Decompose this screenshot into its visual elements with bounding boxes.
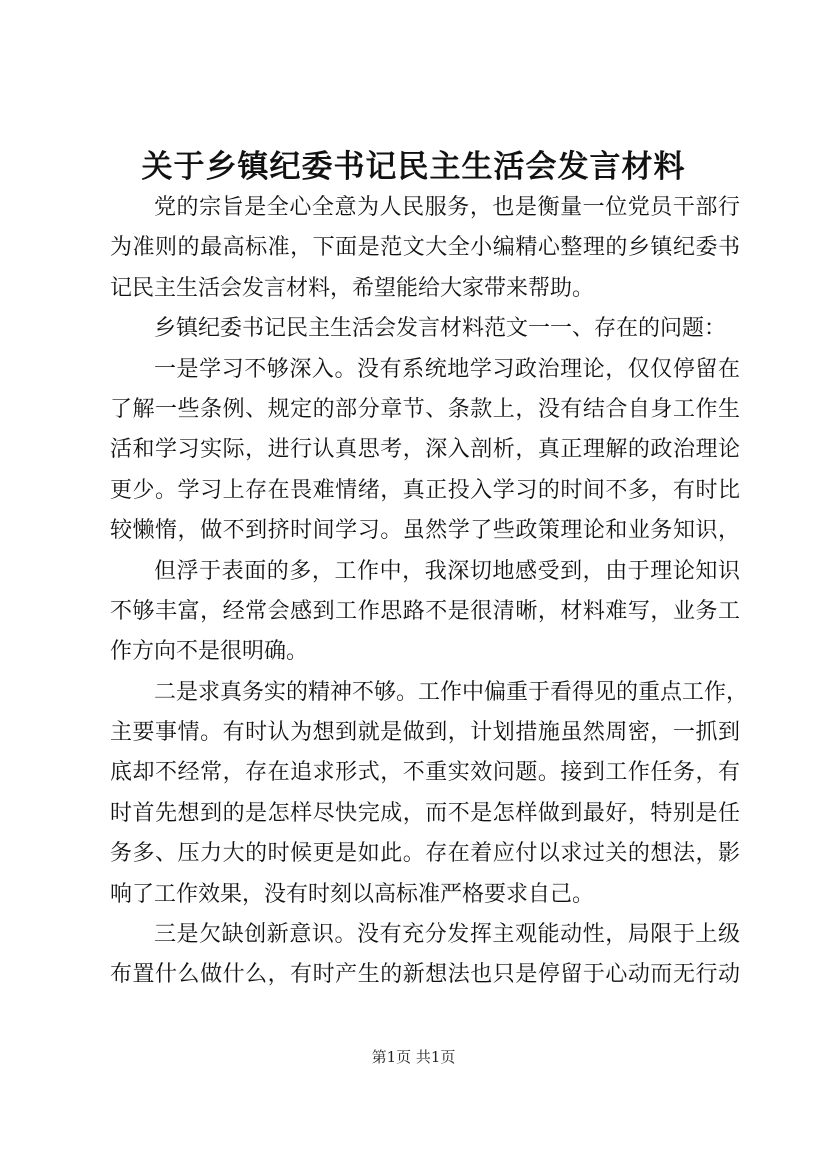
text-line: 响了工作效果，没有时刻以高标准严格要求自己。 (110, 881, 595, 907)
text-line: 但浮于表面的多，工作中，我深切地感受到，由于理论知识 (154, 558, 740, 584)
text-line: 底却不经常，存在追求形式，不重实效问题。接到工作任务，有 (110, 760, 740, 786)
text-line: 较懒惰，做不到挤时间学习。虽然学了些政策理论和业务知识， (110, 518, 740, 544)
text-line: 务多、压力大的时候更是如此。存在着应付以求过关的想法，影 (110, 841, 740, 867)
text-line: 乡镇纪委书记民主生活会发言材料范文一一、存在的问题： (154, 316, 727, 342)
text-line: 三是欠缺创新意识。没有充分发挥主观能动性，局限于上级 (154, 922, 740, 948)
text-line: 二是求真务实的精神不够。工作中偏重于看得见的重点工作， (154, 679, 749, 705)
text-line: 主要事情。有时认为想到就是做到，计划措施虽然周密，一抓到 (110, 720, 740, 746)
page-footer: 第1页 共1页 (371, 1048, 456, 1066)
text-line: 布置什么做什么，有时产生的新想法也只是停留于心动而无行动 (110, 962, 740, 988)
text-line: 活和学习实际，进行认真思考，深入剖析，真正理解的政治理论 (110, 437, 740, 463)
text-line: 记民主生活会发言材料，希望能给大家带来帮助。 (110, 275, 595, 301)
text-line: 了解一些条例、规定的部分章节、条款上，没有结合自身工作生 (110, 396, 740, 422)
document-body (110, 188, 749, 996)
document-title: 关于乡镇纪委书记民主生活会发言材料 (141, 149, 686, 185)
text-line: 为准则的最高标准，下面是范文大全小编精心整理的乡镇纪委书 (110, 235, 740, 261)
text-line: 不够丰富，经常会感到工作思路不是很清晰，材料难写，业务工 (110, 598, 740, 624)
text-line: 作方向不是很明确。 (110, 639, 309, 665)
text-line: 党的宗旨是全心全意为人民服务，也是衡量一位党员干部行 (154, 195, 740, 220)
text-line: 一是学习不够深入。没有系统地学习政治理论，仅仅停留在 (154, 356, 740, 382)
text-line: 时首先想到的是怎样尽快完成，而不是怎样做到最好，特别是任 (110, 800, 740, 826)
text-line: 更少。学习上存在畏难情绪，真正投入学习的时间不多，有时比 (110, 477, 740, 503)
